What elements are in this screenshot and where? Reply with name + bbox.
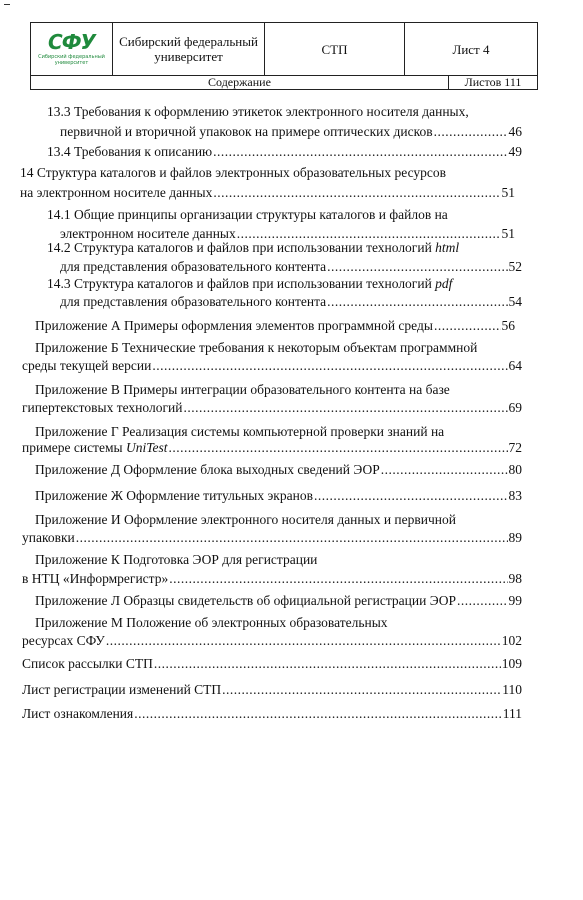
toc-entry-heading — [35, 615, 388, 631]
university-name: Сибирский федеральный университет — [113, 23, 265, 75]
toc-entry-title — [22, 571, 168, 587]
section-title: Содержание — [31, 75, 449, 89]
toc-entry-title — [60, 124, 433, 140]
toc-entry[interactable] — [47, 144, 522, 160]
toc-entry[interactable] — [20, 185, 515, 201]
toc-entry[interactable] — [22, 530, 522, 546]
toc-page-number: 51 — [501, 185, 515, 200]
toc-entry-title-text: электронном носителе данных — [60, 226, 236, 241]
toc-entry-title — [22, 706, 133, 722]
toc-entry-italic: UniTest — [125, 440, 168, 455]
toc-entry-text: 14.2 Структура каталогов и файлов при использовании технологий — [47, 240, 436, 255]
toc-entry-heading — [35, 512, 456, 528]
toc-entry[interactable] — [22, 706, 522, 722]
toc-page-number: 83 — [508, 488, 522, 503]
toc-entry-text: 14.3 Структура каталогов и файлов при использовании технологий — [47, 276, 436, 291]
toc-entry[interactable] — [35, 318, 515, 334]
toc-entry-heading — [35, 340, 477, 356]
toc-page-number: 49 — [508, 144, 522, 159]
toc-entry-title-text: для представления образовательного контента — [60, 259, 327, 274]
toc-entry-title — [22, 440, 167, 456]
toc-page-number: 52 — [508, 259, 522, 274]
toc-entry-heading — [47, 207, 448, 223]
toc-page-number: 64 — [508, 358, 522, 373]
toc-entry-title-text: Список рассылки СТП — [22, 656, 153, 671]
toc-leader-dots — [183, 400, 507, 416]
toc-entry-text: 14.1 Общие принципы организации структуры каталогов и файлов на — [47, 207, 448, 222]
toc-entry-title-text: Приложение Д Оформление блока выходных сведений ЭОР — [35, 462, 380, 477]
toc-entry-title-text: в НТЦ «Информрегистр» — [22, 571, 169, 586]
toc-entry-title-text: 13.4 Требования к описанию — [47, 144, 213, 159]
toc-page-number: 56 — [501, 318, 515, 333]
toc-entry-title-text: Лист регистрации изменений СТП — [22, 682, 222, 697]
toc-leader-dots — [314, 488, 508, 504]
toc-page-number: 51 — [501, 226, 515, 241]
toc-entry[interactable] — [60, 259, 522, 275]
toc-entry-title — [20, 185, 212, 201]
toc-entry-title — [35, 318, 433, 334]
toc-entry[interactable] — [22, 571, 522, 587]
toc-leader-dots — [434, 124, 508, 140]
toc-leader-dots — [76, 530, 508, 546]
toc-entry-text: Приложение И Оформление электронного носителя данных и первичной — [35, 512, 456, 527]
toc-entry-title — [22, 633, 105, 649]
toc-entry-text: Приложение В Примеры интеграции образовательного контента на базе — [35, 382, 450, 397]
toc-entry[interactable] — [22, 358, 522, 374]
toc-page-number: 80 — [508, 462, 522, 477]
toc-entry-title — [22, 656, 153, 672]
logo-text: СФУ — [48, 30, 95, 54]
toc-entry-title — [22, 530, 75, 546]
toc-entry-title-text: Приложение Ж Оформление титульных экранов — [35, 488, 313, 503]
toc-entry-title — [22, 358, 151, 374]
toc-leader-dots — [152, 358, 507, 374]
toc-page-number: 98 — [508, 571, 522, 586]
toc-entry-title — [22, 682, 221, 698]
toc-entry-heading — [35, 424, 444, 440]
toc-entry-title-text: Приложение Л Образцы свидетельств об официальной регистрации ЭОР — [35, 593, 457, 608]
toc-leader-dots — [457, 593, 507, 609]
toc-entry[interactable] — [35, 488, 522, 504]
toc-entry-text: 13.3 Требования к оформлению этикеток электронного носителя данных, — [47, 104, 469, 119]
toc-page-number: 89 — [508, 530, 522, 545]
toc-page-number: 69 — [508, 400, 522, 415]
toc-entry-heading — [20, 165, 446, 181]
toc-entry-heading — [47, 104, 469, 120]
toc-entry-text: Приложение Б Технические требования к некоторым объектам программной — [35, 340, 478, 355]
toc-leader-dots — [154, 656, 501, 672]
corner-mark — [4, 4, 10, 5]
toc-entry-title-text: гипертекстовых технологий — [22, 400, 183, 415]
toc-entry[interactable] — [35, 593, 522, 609]
toc-entry-italic: pdf — [435, 276, 453, 291]
toc-entry-heading — [35, 552, 317, 568]
toc-page-number: 99 — [508, 593, 522, 608]
toc-entry-heading — [47, 276, 452, 292]
toc-entry-text: Приложение М Положение об электронных образовательных — [35, 615, 388, 630]
toc-entry-title-text: для представления образовательного контента — [60, 294, 327, 309]
toc-leader-dots — [434, 318, 501, 334]
toc-entry-heading — [47, 240, 459, 256]
toc-entry-title-text: Лист ознакомления — [22, 706, 134, 721]
toc-leader-dots — [327, 294, 507, 310]
title-block — [30, 22, 538, 90]
toc-leader-dots — [213, 144, 507, 160]
toc-entry-title-text: Приложение А Примеры оформления элементов программной среды — [35, 318, 433, 333]
toc-entry-title-text: примере системы — [22, 440, 126, 455]
toc-entry[interactable] — [60, 124, 522, 140]
toc-entry-text: 14 Структура каталогов и файлов электронных образовательных ресурсов — [20, 165, 447, 180]
toc-page-number: 111 — [502, 706, 522, 721]
toc-entry-title-text: на электронном носителе данных — [20, 185, 213, 200]
toc-page-number: 102 — [501, 633, 522, 648]
toc-leader-dots — [381, 462, 508, 478]
toc-entry[interactable] — [22, 400, 522, 416]
toc-entry-title — [22, 400, 182, 416]
toc-page-number: 109 — [501, 656, 522, 671]
toc-entry-title — [35, 488, 313, 504]
toc-leader-dots — [169, 571, 507, 587]
toc-entry[interactable] — [22, 682, 522, 698]
toc-entry-title-text: среды текущей версии — [22, 358, 152, 373]
toc-leader-dots — [213, 185, 500, 201]
toc-entry-title-text: упаковки — [22, 530, 75, 545]
toc-entry-title — [35, 593, 456, 609]
toc-page-number: 72 — [508, 440, 522, 455]
toc-page-number: 54 — [508, 294, 522, 309]
toc-leader-dots — [222, 682, 501, 698]
toc-entry-title-text: первичной и вторичной упаковок на примере оптических дисков — [60, 124, 433, 139]
logo-subtitle: Сибирский федеральный университет — [38, 54, 105, 66]
toc-entry-title — [60, 294, 326, 310]
toc-entry-heading — [35, 382, 450, 398]
toc-entry-italic: html — [435, 240, 460, 255]
toc-entry-title-text: ресурсах СФУ — [22, 633, 105, 648]
toc-entry[interactable] — [60, 294, 522, 310]
toc-entry[interactable] — [22, 440, 522, 456]
toc-page-number: 46 — [508, 124, 522, 139]
toc-entry[interactable] — [22, 656, 522, 672]
toc-leader-dots — [134, 706, 502, 722]
toc-entry[interactable] — [35, 462, 522, 478]
sheets-total: Листов 111 — [464, 74, 522, 89]
toc-leader-dots — [168, 440, 507, 456]
sfu-logo — [31, 23, 113, 75]
toc-entry-title — [60, 259, 326, 275]
toc-entry-title — [35, 462, 380, 478]
toc-page-number: 110 — [502, 682, 522, 697]
toc-entry-text: Приложение К Подготовка ЭОР для регистрации — [35, 552, 318, 567]
toc-leader-dots — [327, 259, 507, 275]
toc-entry-title — [47, 144, 212, 160]
toc-entry[interactable] — [22, 633, 522, 649]
sheet-number: Лист 4 — [452, 41, 490, 57]
standard-code: СТП — [265, 23, 405, 75]
toc-leader-dots — [106, 633, 501, 649]
toc-entry-text: Приложение Г Реализация системы компьютерной проверки знаний на — [35, 424, 445, 439]
